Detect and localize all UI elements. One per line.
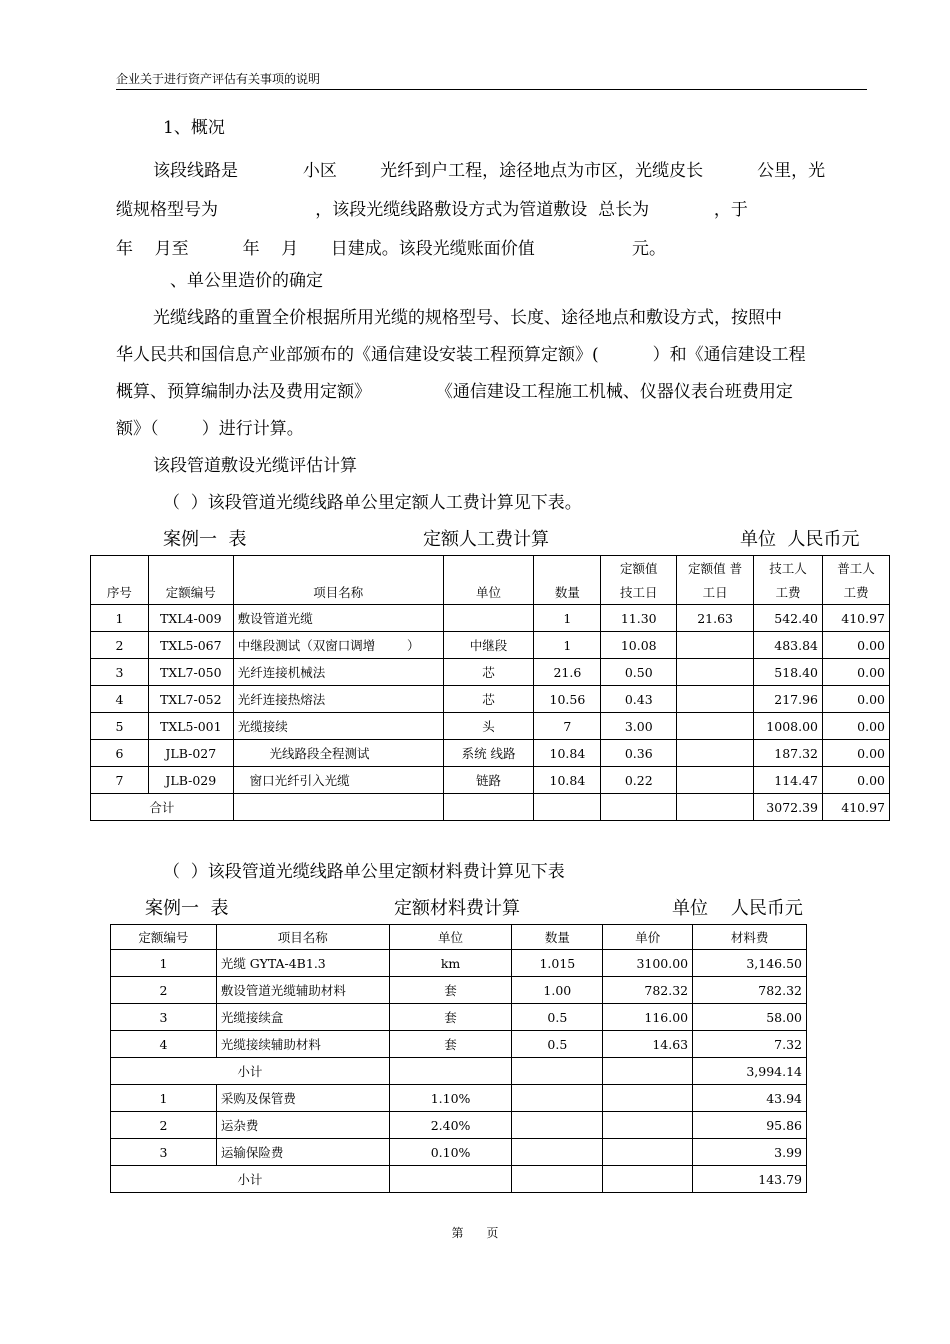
paragraph-line: 该段线路是 小区 光纤到户工程，途径地点为市区，光缆皮长 公里，光 xyxy=(153,161,826,181)
cell-tech-days: 0.43 xyxy=(601,686,677,713)
cell-qty: 0.5 xyxy=(512,1031,603,1058)
cell-gen-days xyxy=(677,686,754,713)
header-cell: 工费 xyxy=(754,580,823,605)
header-cell: 单位 xyxy=(443,580,534,605)
table-row xyxy=(111,950,807,977)
cell-fee-amount: 95.86 xyxy=(693,1112,807,1139)
subtotal-value: 143.79 xyxy=(693,1166,807,1193)
cell-tech-days: 0.36 xyxy=(601,740,677,767)
cell-code: JLB-027 xyxy=(148,740,233,767)
table-total-row xyxy=(91,794,890,821)
subtotal-label: 小计 xyxy=(111,1058,390,1085)
table-row xyxy=(111,1085,807,1112)
cell-item: 窗口光纤引入光缆 xyxy=(233,767,443,794)
cell-code: TXL5-001 xyxy=(148,713,233,740)
cell-item: 敷设管道光缆 xyxy=(233,605,443,632)
header-cell xyxy=(233,556,443,581)
cell-qty: 10.84 xyxy=(534,767,601,794)
cell-gen-cost: 0.00 xyxy=(823,740,890,767)
table2-caption-title: 定额材料费计算 xyxy=(394,898,520,919)
paragraph-line: 华人民共和国信息产业部颁布的《通信建设安装工程预算定额》( ）和《通信建设工程 xyxy=(116,345,806,365)
table-row xyxy=(111,1112,807,1139)
table1-caption-title: 定额人工费计算 xyxy=(423,529,549,550)
section-title-cost: 、单公里造价的确定 xyxy=(170,271,323,291)
header-cell xyxy=(148,556,233,581)
cell-fee-amount: 3.99 xyxy=(693,1139,807,1166)
cell-item: 光缆 GYTA-4B1.3 xyxy=(216,950,389,977)
cell-item: 光缆接续 xyxy=(233,713,443,740)
cell-gen-days xyxy=(677,740,754,767)
header-cell xyxy=(91,556,149,581)
cell-gen-cost: 0.00 xyxy=(823,632,890,659)
cell-unit: km xyxy=(389,950,512,977)
cell-item: 光缆接续辅助材料 xyxy=(216,1031,389,1058)
header-cell: 材料费 xyxy=(693,925,807,950)
total-tech-cost: 3072.39 xyxy=(754,794,823,821)
table-row xyxy=(111,1139,807,1166)
table-row xyxy=(91,632,890,659)
cell-gen-days: 21.63 xyxy=(677,605,754,632)
cell-tech-days: 11.30 xyxy=(601,605,677,632)
table-header-row xyxy=(91,556,890,581)
cell-item: 采购及保管费 xyxy=(216,1085,389,1112)
header-cell xyxy=(534,556,601,581)
header-cell: 单价 xyxy=(603,925,693,950)
cell-index: 6 xyxy=(91,740,149,767)
cell-code: TXL7-050 xyxy=(148,659,233,686)
cell-unit: 芯 xyxy=(443,686,534,713)
cell-qty: 10.84 xyxy=(534,740,601,767)
cell-code: JLB-029 xyxy=(148,767,233,794)
table1-caption-unit: 单位 人民币元 xyxy=(740,529,860,550)
cell-tech-cost: 1008.00 xyxy=(754,713,823,740)
cell-unit: 套 xyxy=(389,977,512,1004)
cell-price: 116.00 xyxy=(603,1004,693,1031)
total-gen-cost: 410.97 xyxy=(823,794,890,821)
cell-unit: 芯 xyxy=(443,659,534,686)
cell-tech-days: 0.50 xyxy=(601,659,677,686)
header-cell: 数量 xyxy=(534,580,601,605)
cell-unit xyxy=(443,605,534,632)
page-number: 第 页 xyxy=(451,1226,499,1240)
header-cell: 定额值 普 xyxy=(677,556,754,581)
cell-index: 2 xyxy=(111,977,217,1004)
cell-index: 2 xyxy=(91,632,149,659)
cell-index: 5 xyxy=(91,713,149,740)
table-row xyxy=(91,686,890,713)
cell-tech-cost: 114.47 xyxy=(754,767,823,794)
table-subtotal-row xyxy=(111,1058,807,1085)
cell-qty: 1 xyxy=(534,632,601,659)
table-row xyxy=(91,605,890,632)
header-cell: 普工人 xyxy=(823,556,890,581)
header-cell: 技工日 xyxy=(601,580,677,605)
cell-material-cost: 782.32 xyxy=(693,977,807,1004)
cell-tech-days: 3.00 xyxy=(601,713,677,740)
cell-gen-days xyxy=(677,767,754,794)
table-row xyxy=(91,767,890,794)
table-row xyxy=(111,1004,807,1031)
table-header-row xyxy=(111,925,807,950)
cell-qty: 21.6 xyxy=(534,659,601,686)
cell-tech-cost: 542.40 xyxy=(754,605,823,632)
cell-tech-days: 10.08 xyxy=(601,632,677,659)
cell-qty: 1 xyxy=(534,605,601,632)
header-cell: 定额编号 xyxy=(111,925,217,950)
cell-rate: 2.40% xyxy=(389,1112,512,1139)
cell-index: 2 xyxy=(111,1112,217,1139)
cell-gen-cost: 0.00 xyxy=(823,713,890,740)
cell-index: 7 xyxy=(91,767,149,794)
subtotal-label: 小计 xyxy=(111,1166,390,1193)
table-row xyxy=(91,713,890,740)
cell-unit: 套 xyxy=(389,1031,512,1058)
cell-gen-cost: 0.00 xyxy=(823,767,890,794)
cell-price: 782.32 xyxy=(603,977,693,1004)
cell-index: 1 xyxy=(111,1085,217,1112)
cell-gen-days xyxy=(677,632,754,659)
table-header-row xyxy=(91,580,890,605)
paragraph-line: （ ）该段管道光缆线路单公里定额人工费计算见下表。 xyxy=(163,493,582,513)
cell-price: 14.63 xyxy=(603,1031,693,1058)
cell-item: 光线路段全程测试 xyxy=(233,740,443,767)
cell-tech-cost: 483.84 xyxy=(754,632,823,659)
paragraph-line: 概算、预算编制办法及费用定额》 《通信建设工程施工机械、仪器仪表台班费用定 xyxy=(116,382,793,402)
cell-index: 1 xyxy=(111,950,217,977)
cell-tech-days: 0.22 xyxy=(601,767,677,794)
cell-tech-cost: 518.40 xyxy=(754,659,823,686)
cell-tech-cost: 217.96 xyxy=(754,686,823,713)
cell-unit: 头 xyxy=(443,713,534,740)
paragraph-line: 缆规格型号为 ，该段光缆线路敷设方式为管道敷设 总长为 ，于 xyxy=(116,200,748,220)
cell-gen-cost: 410.97 xyxy=(823,605,890,632)
cell-unit: 系统 线路 xyxy=(443,740,534,767)
paragraph-line: 光缆线路的重置全价根据所用光缆的规格型号、长度、途径地点和敷设方式，按照中 xyxy=(153,308,782,328)
cell-qty: 10.56 xyxy=(534,686,601,713)
cell-material-cost: 58.00 xyxy=(693,1004,807,1031)
cell-item: 光缆接续盒 xyxy=(216,1004,389,1031)
paragraph-line: 额》（ ）进行计算。 xyxy=(116,419,304,439)
material-cost-table xyxy=(110,924,807,1193)
header-cell: 序号 xyxy=(91,580,149,605)
table-row xyxy=(111,1031,807,1058)
cell-qty: 1.00 xyxy=(512,977,603,1004)
cell-rate: 1.10% xyxy=(389,1085,512,1112)
table1-caption-left: 案例一 表 xyxy=(163,529,247,550)
cell-index: 4 xyxy=(111,1031,217,1058)
header-cell: 定额值 xyxy=(601,556,677,581)
cell-item: 光纤连接机械法 xyxy=(233,659,443,686)
cell-code: TXL5-067 xyxy=(148,632,233,659)
header-cell: 单位 xyxy=(389,925,512,950)
cell-unit: 中继段 xyxy=(443,632,534,659)
page-header: 企业关于进行资产评估有关事项的说明 xyxy=(116,70,867,90)
cell-index: 4 xyxy=(91,686,149,713)
cell-item: 运输保险费 xyxy=(216,1139,389,1166)
cell-index: 3 xyxy=(91,659,149,686)
cell-index: 1 xyxy=(91,605,149,632)
cell-code: TXL7-052 xyxy=(148,686,233,713)
cell-rate: 0.10% xyxy=(389,1139,512,1166)
cell-item: 中继段测试（双窗口调增 ） xyxy=(233,632,443,659)
cell-material-cost: 3,146.50 xyxy=(693,950,807,977)
cell-code: TXL4-009 xyxy=(148,605,233,632)
cell-fee-amount: 43.94 xyxy=(693,1085,807,1112)
cell-item: 光纤连接热熔法 xyxy=(233,686,443,713)
header-cell: 定额编号 xyxy=(148,580,233,605)
cell-material-cost: 7.32 xyxy=(693,1031,807,1058)
cell-unit: 套 xyxy=(389,1004,512,1031)
table2-caption-left: 案例一 表 xyxy=(145,898,229,919)
paragraph-line: （ ）该段管道光缆线路单公里定额材料费计算见下表 xyxy=(163,862,565,882)
paragraph-line: 年 月至 年 月 日建成。该段光缆账面价值 元。 xyxy=(116,239,666,259)
cell-item: 敷设管道光缆辅助材料 xyxy=(216,977,389,1004)
cell-tech-cost: 187.32 xyxy=(754,740,823,767)
cell-index: 3 xyxy=(111,1139,217,1166)
header-cell: 工日 xyxy=(677,580,754,605)
cell-index: 3 xyxy=(111,1004,217,1031)
cell-qty: 7 xyxy=(534,713,601,740)
table-row xyxy=(111,977,807,1004)
header-cell: 工费 xyxy=(823,580,890,605)
cell-gen-days xyxy=(677,713,754,740)
header-cell: 项目名称 xyxy=(233,580,443,605)
table2-caption-unit: 单位 人民币元 xyxy=(672,898,803,919)
cell-qty: 0.5 xyxy=(512,1004,603,1031)
cell-gen-cost: 0.00 xyxy=(823,659,890,686)
table-row xyxy=(91,740,890,767)
header-cell: 技工人 xyxy=(754,556,823,581)
table-subtotal-row xyxy=(111,1166,807,1193)
cell-gen-cost: 0.00 xyxy=(823,686,890,713)
cell-price: 3100.00 xyxy=(603,950,693,977)
section-title-overview: 1、概况 xyxy=(163,118,225,138)
header-cell xyxy=(443,556,534,581)
cell-gen-days xyxy=(677,659,754,686)
subtotal-value: 3,994.14 xyxy=(693,1058,807,1085)
header-cell: 数量 xyxy=(512,925,603,950)
cell-qty: 1.015 xyxy=(512,950,603,977)
total-label: 合计 xyxy=(91,794,234,821)
paragraph-line: 该段管道敷设光缆评估计算 xyxy=(153,456,357,476)
cell-item: 运杂费 xyxy=(216,1112,389,1139)
cell-unit: 链路 xyxy=(443,767,534,794)
table-row xyxy=(91,659,890,686)
header-cell: 项目名称 xyxy=(216,925,389,950)
labor-cost-table xyxy=(90,555,890,821)
